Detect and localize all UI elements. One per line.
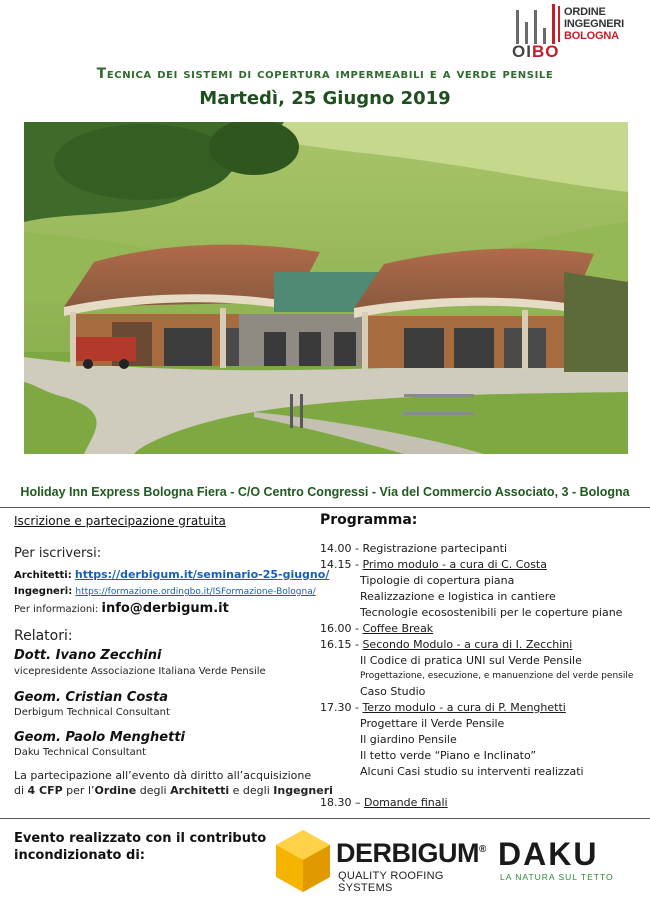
divider	[0, 507, 650, 508]
program-subitem: Il giardino Pensile	[360, 733, 457, 746]
sponsor-line: Evento realizzato con il contributo	[14, 831, 267, 846]
registration-title: Iscrizione e partecipazione gratuita	[14, 514, 226, 528]
divider	[0, 818, 650, 819]
speakers-heading: Relatori:	[14, 628, 73, 644]
info-email[interactable]: info@derbigum.it	[101, 601, 229, 616]
sponsor-line: incondizionato di:	[14, 848, 145, 863]
derbigum-name: DERBIGUM®	[336, 838, 486, 868]
speaker-name: Geom. Paolo Menghetti	[14, 730, 186, 745]
derbigum-tagline: QUALITY ROOFING SYSTEMS	[338, 870, 444, 894]
speaker-name: Dott. Ivano Zecchini	[14, 648, 162, 663]
program-subitem: Alcuni Casi studio su interventi realizzati	[360, 765, 584, 778]
program-subitem: Caso Studio	[360, 685, 426, 698]
architects-row	[14, 568, 329, 581]
engineers-link[interactable]: https://formazione.ordingbo.it/ISFormazione-Bologna/	[75, 587, 316, 597]
page-title: Tecnica dei sistemi di copertura impermeabili e a verde pensile	[96, 66, 554, 82]
event-date: Martedì, 25 Giugno 2019	[199, 88, 451, 109]
ordine-ingegneri-logo	[512, 2, 632, 66]
program-subitem: Realizzazione e logistica in cantiere	[360, 590, 556, 603]
engineers-label: Ingegneri:	[14, 586, 73, 597]
daku-logo	[498, 836, 628, 886]
credits-line: di 4 CFP per l’Ordine degli Architetti e degli Ingegneri	[14, 784, 333, 797]
program-subitem: Il Codice di pratica UNI sul Verde Pensile	[360, 654, 582, 667]
program-title: Programma:	[320, 512, 418, 528]
architects-link[interactable]: https://derbigum.it/seminario-25-giugno/	[74, 568, 330, 581]
program-subitem: Tecnologie ecosostenibili per le coperture piane	[360, 606, 623, 619]
program-item: 16.15 - Secondo Modulo - a cura di I. Zecchini	[320, 638, 573, 651]
credits-line: La partecipazione all’evento dà diritto all’acquisizione	[14, 769, 312, 782]
daku-tagline: LA NATURA SUL TETTO	[500, 872, 614, 882]
info-label: Per informazioni:	[14, 604, 99, 615]
speaker-role: Daku Technical Consultant	[14, 747, 146, 758]
green-roof-buildings-photo	[24, 122, 628, 454]
program-item: 16.00 - Coffee Break	[320, 622, 434, 635]
program-item: 14.00 - Registrazione partecipanti	[320, 542, 508, 555]
architects-label: Architetti:	[14, 570, 72, 581]
speaker-role: vicepresidente Associazione Italiana Verde Pensile	[14, 666, 266, 677]
speaker-name: Geom. Cristian Costa	[14, 690, 168, 705]
info-row	[14, 601, 229, 616]
program-subitem: Progettazione, esecuzione, e manuenzione del verde pensile	[360, 671, 634, 681]
program-item: 18.30 – Domande finali	[320, 796, 448, 809]
speaker-role: Derbigum Technical Consultant	[14, 707, 170, 718]
program-subitem: Tipologie di copertura piana	[360, 574, 515, 587]
venue-address: Holiday Inn Express Bologna Fiera - C/O Centro Congressi - Via del Commercio Associato, 3 - Bologna	[20, 485, 630, 499]
engineers-row	[14, 586, 316, 597]
derbigum-logo	[274, 826, 494, 896]
logo-bars-icon	[516, 4, 556, 44]
program-subitem: Progettare il Verde Pensile	[360, 717, 505, 730]
logo-text: ORDINE INGEGNERI BOLOGNA	[558, 6, 624, 42]
derbigum-cube-icon	[274, 828, 332, 894]
program-subitem: Il tetto verde “Piano e Inclinato”	[360, 749, 537, 762]
daku-name: DAKU	[498, 836, 599, 872]
logo-mark: OIBO	[512, 42, 560, 61]
credits-note	[14, 768, 333, 798]
program-item: 17.30 - Terzo modulo - a cura di P. Menghetti	[320, 701, 566, 714]
program-item: 14.15 - Primo modulo - a cura di C. Costa	[320, 558, 547, 571]
sponsor-note	[14, 830, 266, 864]
signup-heading: Per iscriversi:	[14, 546, 102, 561]
